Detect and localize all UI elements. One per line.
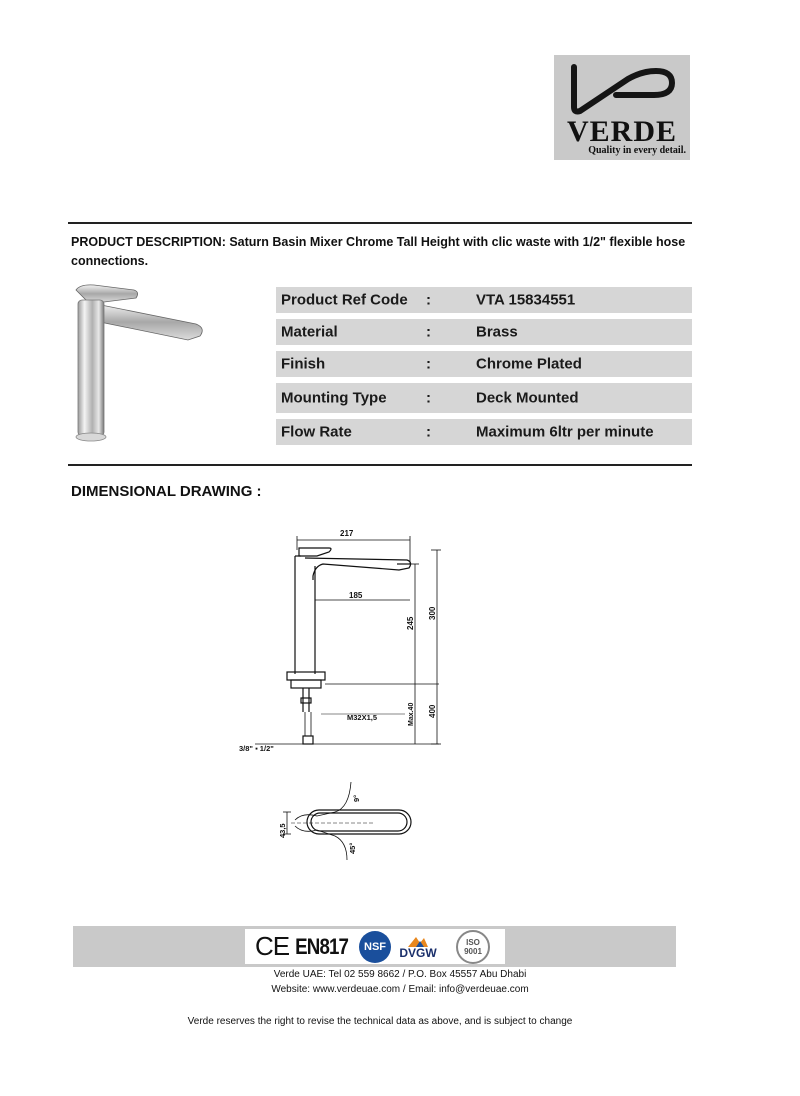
en817-mark-icon: EN817 [295,933,349,959]
certification-band [73,926,676,967]
dim-thread: M32X1,5 [347,713,378,722]
dim-angle-rotate: 45° [348,842,357,854]
logo-tagline: Quality in every detail. [588,145,686,156]
dim-height-total: 300 [428,606,437,620]
spec-row-material [276,319,692,345]
contact-address: Verde UAE: Tel 02 559 8662 / P.O. Box 45557 Abu Dhabi [273,969,527,980]
spec-value: Brass [476,323,518,341]
dim-reach-total: 217 [340,529,354,538]
spec-row-finish [276,351,692,377]
spec-separator: : [426,423,431,441]
logo-brand: VERDE [566,115,677,148]
product-description: PRODUCT DESCRIPTION: Saturn Basin Mixer Chrome Tall Height with clic waste with 1/2" flexible hose connections. [71,235,686,268]
spec-value: VTA 15834551 [476,291,576,309]
contact-web-email: Website: www.verdeuae.com / Email: info@verdeuae.com [271,984,529,995]
disclaimer: Verde reserves the right to revise the technical data as above, and is subject to change [187,1016,573,1027]
iso-9001-seal-icon [447,929,499,964]
dim-handle-width: 43,5 [278,823,287,838]
dim-height-outlet: 245 [406,616,415,630]
spec-separator: : [426,355,431,373]
spec-value: Maximum 6ltr per minute [476,423,654,441]
dvgw-label: DVGW [399,945,437,960]
spec-value: Chrome Plated [476,355,582,373]
spec-label: Finish [281,355,326,373]
dimensional-drawing-title: DIMENSIONAL DRAWING : [71,483,262,500]
spec-label: Mounting Type [281,389,387,407]
dimensional-drawing [225,520,465,870]
spec-separator: : [426,291,431,309]
spec-value: Deck Mounted [476,389,579,407]
dim-angle-open: 9° [352,794,361,802]
nsf-seal-label: NSF [359,931,391,963]
top-divider [68,222,692,224]
spec-row-ref-code [276,287,692,313]
certification-strip [245,929,505,964]
dim-connection: 3/8" ▪ 1/2" [239,744,274,753]
dim-max-deck: Max.40 [408,702,415,726]
spec-separator: : [426,323,431,341]
dim-reach-spout: 185 [349,591,363,600]
spec-row-mounting [276,383,692,413]
dvgw-mark-icon [395,929,441,964]
nsf-seal-icon [358,929,392,964]
spec-row-flow-rate [276,419,692,445]
dim-total-with-tails: 400 [428,704,437,718]
mid-divider [68,464,692,466]
spec-label: Product Ref Code [281,291,408,309]
spec-label: Material [281,323,338,341]
basin-mixer-faucet-image [70,282,210,444]
verde-logo [554,55,690,160]
spec-separator: : [426,389,431,407]
dvgw-flame-icon [406,935,430,947]
ce-mark-icon: CE [254,931,290,961]
spec-label: Flow Rate [281,423,352,441]
iso-seal-label: ISO 9001 [456,930,490,964]
verde-v-swoosh-icon [558,57,686,117]
spec-table [276,287,692,451]
